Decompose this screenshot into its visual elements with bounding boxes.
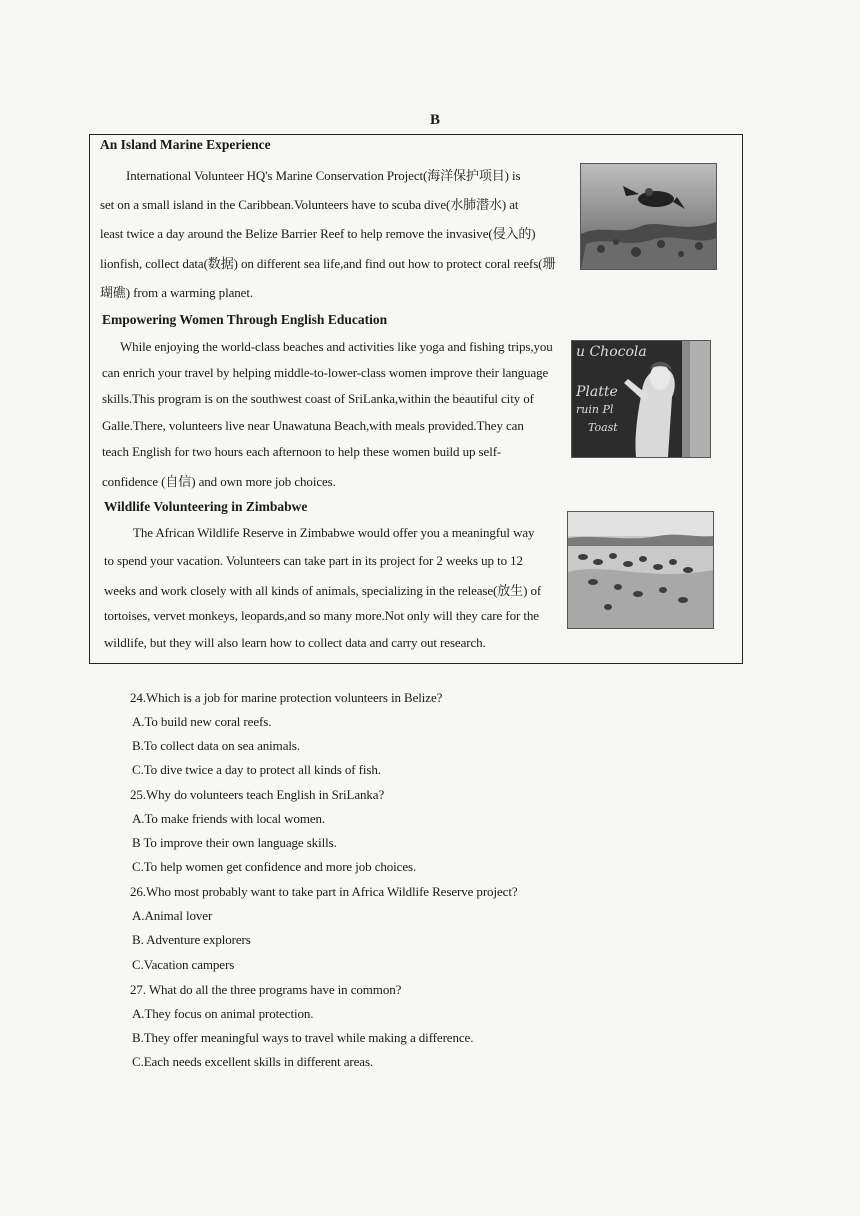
question-25-option-c: C.To help women get confidence and more job choices. — [132, 859, 417, 874]
question-25-option-b: B To improve their own language skills. — [132, 835, 337, 850]
wildlife-photo — [567, 511, 714, 629]
question-27-stem: 27. What do all the three programs have in common? — [130, 982, 402, 997]
question-24-option-a: A.To build new coral reefs. — [132, 714, 272, 729]
passage-line: set on a small island in the Caribbean.Volunteers have to scuba dive(水肺潜水) at — [100, 197, 519, 212]
question-26-stem: 26.Who most probably want to take part in Africa Wildlife Reserve project? — [130, 884, 518, 899]
passage-line: confidence (自信) and own more job choices. — [102, 474, 336, 489]
passage-line: While enjoying the world-class beaches and activities like yoga and fishing trips,you — [120, 339, 553, 354]
heading-empowering-women: Empowering Women Through English Education — [102, 312, 388, 327]
passage-line: skills.This program is on the southwest coast of SriLanka,within the beautiful city of — [102, 391, 534, 406]
question-26-option-b: B. Adventure explorers — [132, 932, 251, 947]
question-27-option-a: A.They focus on animal protection. — [132, 1006, 314, 1021]
passage-line: lionfish, collect data(数据) on different sea life,and find out how to protect coral reefs(珊 — [100, 256, 556, 271]
board-word: ruin Pl — [576, 403, 614, 416]
question-26-option-a: A.Animal lover — [132, 908, 213, 923]
passage-line: tortoises, vervet monkeys, leopards,and so many more.Not only will they care for the — [104, 608, 539, 623]
passage-line: The African Wildlife Reserve in Zimbabwe would offer you a meaningful way — [133, 525, 535, 540]
question-25-option-a: A.To make friends with local women. — [132, 811, 326, 826]
section-letter: B — [429, 112, 440, 128]
board-word: u Chocola — [576, 344, 647, 360]
passage-line: teach English for two hours each afternoon to help these women build up self- — [102, 444, 502, 459]
heading-wildlife-zimbabwe: Wildlife Volunteering in Zimbabwe — [104, 499, 308, 514]
passage-line: weeks and work closely with all kinds of animals, specializing in the release(放生) of — [104, 583, 542, 598]
question-26-option-c: C.Vacation campers — [132, 957, 235, 972]
question-27-option-b: B.They offer meaningful ways to travel while making a difference. — [132, 1030, 474, 1045]
board-word: Platte — [576, 384, 618, 400]
question-27-option-c: C.Each needs excellent skills in different areas. — [132, 1054, 374, 1069]
passage-line: to spend your vacation. Volunteers can take part in its project for 2 weeks up to 12 — [104, 553, 523, 568]
chalkboard-photo — [571, 340, 711, 458]
heading-island-marine: An Island Marine Experience — [100, 137, 271, 152]
board-word: Toast — [588, 421, 618, 434]
passage-line: least twice a day around the Belize Barrier Reef to help remove the invasive(侵入的) — [100, 226, 536, 241]
passage-line: can enrich your travel by helping middle-to-lower-class women improve their language — [102, 365, 549, 380]
question-24-option-b: B.To collect data on sea animals. — [132, 738, 300, 753]
diver-photo — [580, 163, 717, 270]
passage-line: Galle.There, volunteers live near Unawatuna Beach,with meals provided.They can — [102, 418, 524, 433]
question-24-option-c: C.To dive twice a day to protect all kinds of fish. — [132, 762, 381, 777]
passage-line: International Volunteer HQ's Marine Conservation Project(海洋保护项目) is — [126, 168, 521, 183]
question-25-stem: 25.Why do volunteers teach English in SriLanka? — [130, 787, 385, 802]
passage-line: wildlife, but they will also learn how to collect data and carry out research. — [104, 635, 486, 650]
question-24-stem: 24.Which is a job for marine protection volunteers in Belize? — [130, 690, 443, 705]
passage-line: 瑚礁) from a warming planet. — [100, 285, 253, 300]
